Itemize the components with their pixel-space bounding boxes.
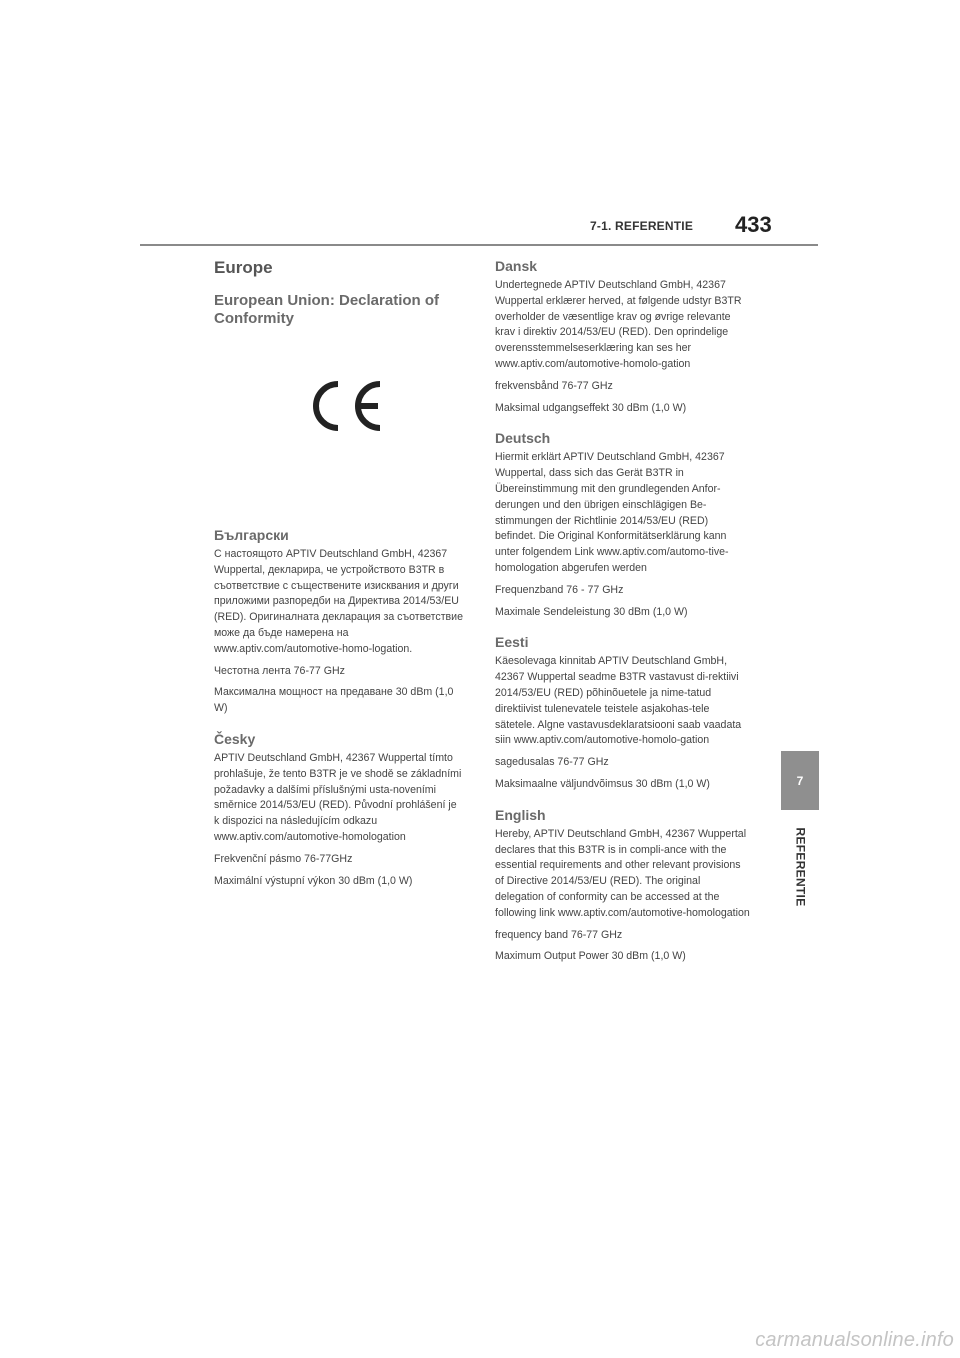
czech-block [214, 731, 464, 889]
bulgarian-block [214, 527, 464, 717]
danish-declaration: Undertegnede APTIV Deutschland GmbH, 42367 Wuppertal erklærer herved, at følgende udstyr B3TR overholder de væsentlige krav og øvrige relevante krav i direktiv 2014/53/EU (RED). Den oprindelige overensstemmelseserklæring kan ses her www.aptiv.com/automotive-homolo-gation [495, 279, 742, 370]
bulgarian-frequency: Честотна лента 76-77 GHz [214, 664, 345, 677]
german-declaration: Hiermit erklärt APTIV Deutschland GmbH, 42367 Wuppertal, dass sich das Gerät B3TR in Übereinstimmung mit den grundlegenden Anfor-derungen und den übrigen einschlägigen Be-stimmungen der Richtlinie 2014/53/EU (RED) befindet. Die Original Konformitätserklärung kann unter folgendem Link www.aptiv.com/automo-tive-homologation abgerufen werden [495, 451, 729, 574]
estonian-block [495, 634, 751, 792]
right-column [495, 258, 751, 979]
region-title: Europe [214, 258, 273, 277]
left-column [214, 258, 464, 903]
czech-declaration: APTIV Deutschland GmbH, 42367 Wuppertal tímto prohlašuje, že tento B3TR je ve shodě se základními požadavky a dalšími příslušnými usta-noveními směrnice 2014/53/EU (RED). Původní prohlášení je k dispozici na následujícím odkazu www.aptiv.com/automotive-homologation [214, 751, 462, 843]
page-number: 433 [735, 212, 772, 237]
chapter-side-label-text: REFERENTIE [793, 827, 808, 907]
chapter-side-label [775, 817, 825, 917]
danish-title: Dansk [495, 258, 538, 274]
bulgarian-declaration: С настоящото APTIV Deutschland GmbH, 42367 Wuppertal, декларира, че устройството B3TR в съответствие с съществените изисквания и други приложими разпоредби на Директива 2014/53/EU (RED). Оригиналната декларация за съответствие може да бъде намерена на www.aptiv.com/automotive-homo-logation. [214, 548, 463, 655]
header-divider [140, 244, 818, 246]
declaration-title: European Union: Declaration of Conformity [214, 292, 440, 327]
german-title: Deutsch [495, 430, 551, 447]
english-power: Maximum Output Power 30 dBm (1,0 W) [495, 950, 686, 963]
english-declaration: Hereby, APTIV Deutschland GmbH, 42367 Wuppertal declares that this B3TR is in compli-ance with the essential requirements and other relevant provisions of Directive 2014/53/EU (RED). The original delegation of conformity can be accessed at the following link www.aptiv.com/automotive-homologation [495, 827, 750, 919]
danish-power: Maksimal udgangseffekt 30 dBm (1,0 W) [495, 401, 687, 414]
ce-mark-c [316, 384, 338, 428]
bulgarian-power: Максимална мощност на предаване 30 dBm (1,0 W) [214, 686, 454, 715]
czech-title: Česky [214, 730, 256, 747]
danish-frequency: frekvensbånd 76-77 GHz [495, 379, 613, 392]
german-block [495, 430, 751, 620]
header-section-title: 7-1. REFERENTIE [590, 219, 694, 233]
ce-mark-icon [298, 376, 388, 436]
estonian-declaration: Käesolevaga kinnitab APTIV Deutschland GmbH, 42367 Wuppertal seadme B3TR vastavust di-rektiivi 2014/53/EU (RED) põhinõuetele ja nime-tatud direktiivist tulenevatele teistele asjakohas-tele sätetele. Algne vastavusdeklaratsiooni saab vaadata siin www.aptiv.com/automotive-homolo-gation [495, 655, 742, 747]
english-block [495, 807, 751, 965]
chapter-tab: 7 [781, 751, 819, 810]
estonian-power: Maksimaalne väljundvõimsus 30 dBm (1,0 W) [495, 777, 710, 790]
german-power: Maximale Sendeleistung 30 dBm (1,0 W) [495, 605, 688, 618]
watermark: carmanualsonline.info [755, 1329, 954, 1351]
czech-frequency: Frekvenční pásmo 76-77GHz [214, 852, 353, 865]
estonian-frequency: sagedusalas 76-77 GHz [495, 756, 609, 769]
czech-power: Maximální výstupní výkon 30 dBm (1,0 W) [214, 874, 413, 887]
danish-block [495, 258, 751, 416]
english-frequency: frequency band 76-77 GHz [495, 928, 623, 941]
bulgarian-title: Български [214, 527, 289, 543]
estonian-title: Eesti [495, 634, 529, 651]
german-frequency: Frequenzband 76 - 77 GHz [495, 583, 624, 596]
english-title: English [495, 806, 546, 823]
